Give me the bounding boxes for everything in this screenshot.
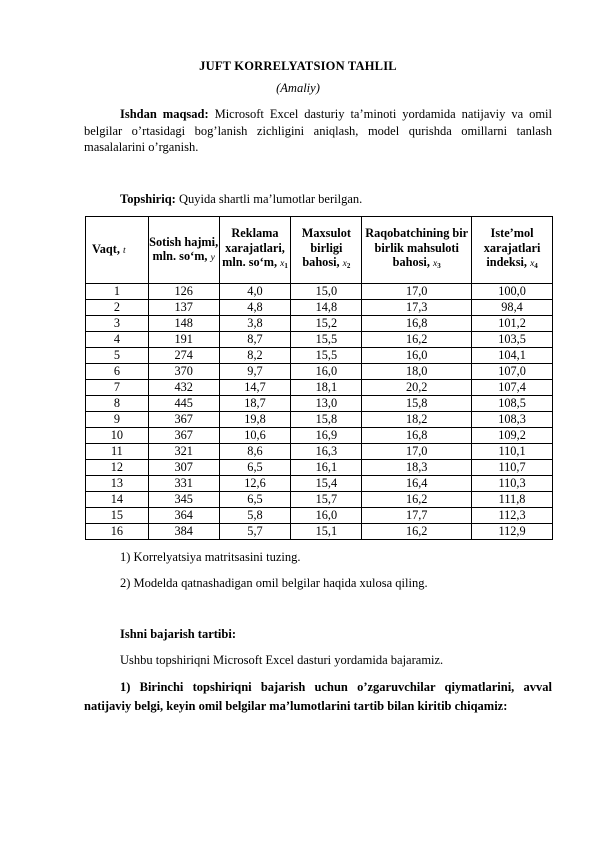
- table-cell: 307: [148, 460, 219, 476]
- table-cell: 14,7: [219, 380, 291, 396]
- table-cell: 15,1: [291, 524, 362, 540]
- table-cell: 4,0: [219, 284, 291, 300]
- table-cell: 104,1: [472, 348, 553, 364]
- table-cell: 8,6: [219, 444, 291, 460]
- table-cell: 345: [148, 492, 219, 508]
- table-row: [86, 524, 553, 540]
- task-label: Topshiriq:: [120, 192, 176, 206]
- table-row: [86, 428, 553, 444]
- table-cell: 126: [148, 284, 219, 300]
- order-text: Ushbu topshiriqni Microsoft Excel dasturi yordamida bajaramiz.: [120, 653, 444, 667]
- doc-title: JUFT KORRELYATSION TAHLIL: [199, 59, 397, 73]
- task-text: Quyida shartli ma’lumotlar berilgan.: [175, 192, 363, 206]
- table-cell: 331: [148, 476, 219, 492]
- table-cell: 16,8: [362, 316, 472, 332]
- table-cell: 8,7: [219, 332, 291, 348]
- table-cell: 367: [148, 428, 219, 444]
- table-cell: 15,4: [291, 476, 362, 492]
- table-cell: 11: [86, 444, 149, 460]
- data-table: [85, 216, 553, 540]
- table-cell: 12: [86, 460, 149, 476]
- goal-text: Microsoft Excel dasturiy ta’minoti yordamida natijaviy va omil belgilar o’rtasidagi bog’lanish zichligini aniqlash, model qurishda omillarni tanlash masalalarini o’rganish.: [84, 107, 552, 154]
- table-cell: 17,7: [362, 508, 472, 524]
- doc-subtitle: (Amaliy): [276, 81, 320, 95]
- table-row: [86, 300, 553, 316]
- table-cell: 108,3: [472, 412, 553, 428]
- table-cell: 2: [86, 300, 149, 316]
- table-cell: 7: [86, 380, 149, 396]
- table-cell: 9,7: [219, 364, 291, 380]
- table-cell: 16,9: [291, 428, 362, 444]
- table-cell: 5,8: [219, 508, 291, 524]
- table-cell: 15,0: [291, 284, 362, 300]
- table-cell: 110,7: [472, 460, 553, 476]
- table-cell: 432: [148, 380, 219, 396]
- table-cell: 18,3: [362, 460, 472, 476]
- table-cell: 18,2: [362, 412, 472, 428]
- table-cell: 107,0: [472, 364, 553, 380]
- table-cell: 4: [86, 332, 149, 348]
- table-header-row: [86, 217, 553, 284]
- table-cell: 9: [86, 412, 149, 428]
- table-cell: 19,8: [219, 412, 291, 428]
- table-row: [86, 396, 553, 412]
- table-cell: 107,4: [472, 380, 553, 396]
- table-cell: 16,0: [291, 508, 362, 524]
- table-cell: 14,8: [291, 300, 362, 316]
- table-cell: 16,1: [291, 460, 362, 476]
- table-cell: 364: [148, 508, 219, 524]
- header-sales: Sotish hajmi, mln. so‘m, y: [148, 217, 219, 284]
- table-cell: 98,4: [472, 300, 553, 316]
- table-cell: 16,0: [291, 364, 362, 380]
- table-row: [86, 508, 553, 524]
- table-cell: 112,3: [472, 508, 553, 524]
- task-paragraph: [84, 191, 552, 208]
- table-cell: 6,5: [219, 460, 291, 476]
- table-cell: 100,0: [472, 284, 553, 300]
- table-cell: 445: [148, 396, 219, 412]
- table-cell: 16,3: [291, 444, 362, 460]
- goal-paragraph: [84, 106, 552, 156]
- table-cell: 13: [86, 476, 149, 492]
- order-heading: Ishni bajarish tartibi:: [120, 627, 236, 641]
- table-cell: 110,3: [472, 476, 553, 492]
- table-cell: 16,2: [362, 492, 472, 508]
- header-unit-price: Maxsulot birligi bahosi, $x_2$: [291, 217, 362, 284]
- table-cell: 15,2: [291, 316, 362, 332]
- task-item-2: 2) Modelda qatnashadigan omil belgilar haqida xulosa qiling.: [120, 576, 428, 590]
- table-cell: 18,1: [291, 380, 362, 396]
- table-cell: 103,5: [472, 332, 553, 348]
- table-cell: 4,8: [219, 300, 291, 316]
- table-cell: 16: [86, 524, 149, 540]
- step-1-paragraph: 1) Birinchi topshiriqni bajarish uchun o’zgaruvchilar qiymatlarini, avval natijaviy belgi, keyin omil belgilar ma’lumotlarini tartib bilan kiritib chiqamiz:: [84, 680, 552, 713]
- header-advertising: Reklama xarajatlari, mln. so‘m, $x_1$: [219, 217, 291, 284]
- table-cell: 111,8: [472, 492, 553, 508]
- table-cell: 16,4: [362, 476, 472, 492]
- table-cell: 10: [86, 428, 149, 444]
- table-cell: 15: [86, 508, 149, 524]
- table-cell: 8: [86, 396, 149, 412]
- table-row: [86, 364, 553, 380]
- table-cell: 101,2: [472, 316, 553, 332]
- table-row: [86, 412, 553, 428]
- table-cell: 1: [86, 284, 149, 300]
- table-cell: 13,0: [291, 396, 362, 412]
- table-cell: 148: [148, 316, 219, 332]
- table-cell: 15,5: [291, 348, 362, 364]
- table-cell: 17,0: [362, 284, 472, 300]
- table-row: [86, 284, 553, 300]
- table-row: [86, 316, 553, 332]
- table-cell: 367: [148, 412, 219, 428]
- table-cell: 321: [148, 444, 219, 460]
- table-cell: 5,7: [219, 524, 291, 540]
- header-time: Vaqt, t: [86, 217, 149, 284]
- table-cell: 274: [148, 348, 219, 364]
- table-cell: 16,2: [362, 524, 472, 540]
- table-cell: 370: [148, 364, 219, 380]
- table-cell: 17,0: [362, 444, 472, 460]
- table-cell: 15,8: [362, 396, 472, 412]
- table-cell: 17,3: [362, 300, 472, 316]
- table-row: [86, 332, 553, 348]
- table-cell: 16,0: [362, 348, 472, 364]
- table-cell: 15,5: [291, 332, 362, 348]
- table-row: [86, 492, 553, 508]
- table-cell: 10,6: [219, 428, 291, 444]
- table-row: [86, 348, 553, 364]
- table-cell: 108,5: [472, 396, 553, 412]
- table-cell: 12,6: [219, 476, 291, 492]
- table-cell: 16,2: [362, 332, 472, 348]
- table-cell: 16,8: [362, 428, 472, 444]
- table-cell: 191: [148, 332, 219, 348]
- header-consumer-index: Iste’mol xarajatlari indeksi, $x_4$: [472, 217, 553, 284]
- table-cell: 5: [86, 348, 149, 364]
- table-cell: 137: [148, 300, 219, 316]
- table-body: [86, 284, 553, 540]
- table-cell: 15,8: [291, 412, 362, 428]
- table-cell: 8,2: [219, 348, 291, 364]
- header-competitor-price: Raqobatchining bir birlik mahsuloti bahosi, $x_3$: [362, 217, 472, 284]
- table-cell: 110,1: [472, 444, 553, 460]
- table-cell: 20,2: [362, 380, 472, 396]
- table-cell: 18,7: [219, 396, 291, 412]
- goal-label: Ishdan maqsad:: [120, 107, 209, 121]
- table-cell: 384: [148, 524, 219, 540]
- table-cell: 15,7: [291, 492, 362, 508]
- table-row: [86, 444, 553, 460]
- table-cell: 109,2: [472, 428, 553, 444]
- table-cell: 3: [86, 316, 149, 332]
- table-cell: 3,8: [219, 316, 291, 332]
- table-cell: 14: [86, 492, 149, 508]
- table-cell: 6: [86, 364, 149, 380]
- table-row: [86, 476, 553, 492]
- table-cell: 112,9: [472, 524, 553, 540]
- table-cell: 18,0: [362, 364, 472, 380]
- table-row: [86, 380, 553, 396]
- task-item-1: 1) Korrelyatsiya matritsasini tuzing.: [120, 550, 301, 564]
- table-row: [86, 460, 553, 476]
- table-cell: 6,5: [219, 492, 291, 508]
